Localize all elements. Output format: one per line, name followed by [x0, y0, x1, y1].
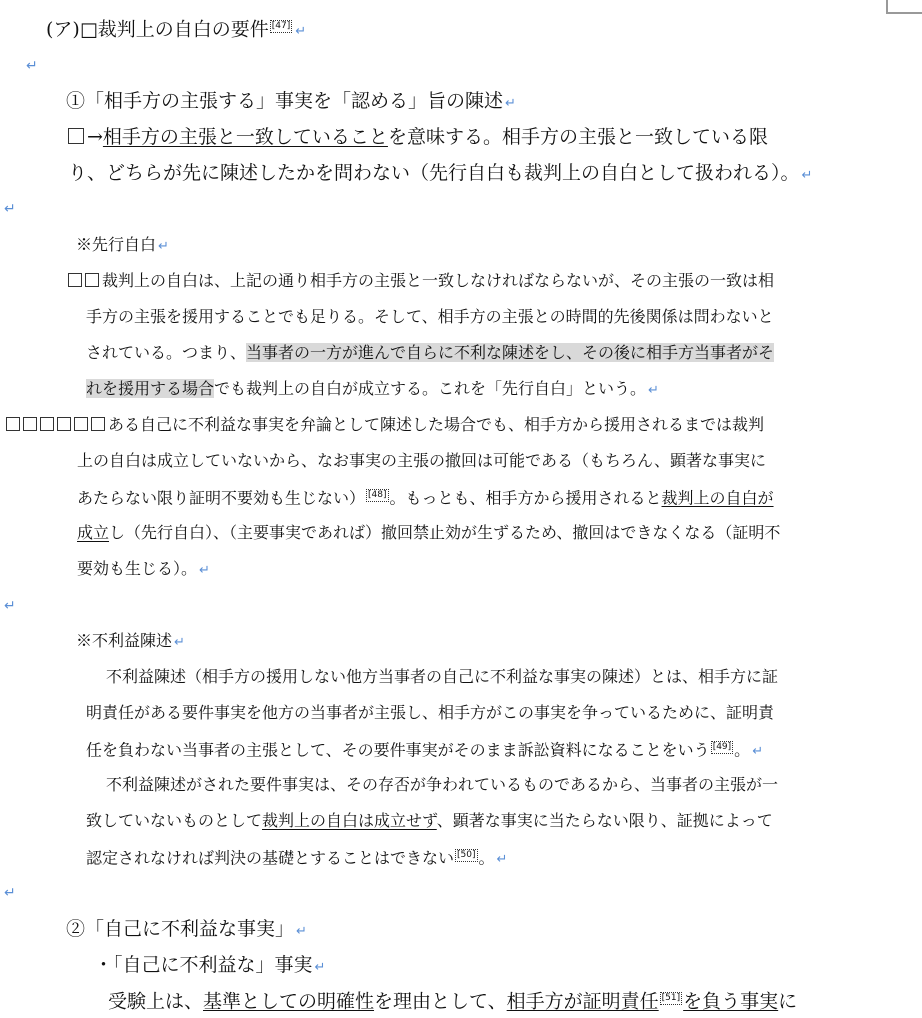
paragraph-mark: ↵ [801, 168, 813, 183]
furieki-p1-line1 [106, 669, 778, 685]
placeholder-box [91, 417, 105, 431]
paragraph-mark: ↵ [199, 563, 210, 578]
paragraph-mark: ↵ [752, 744, 764, 760]
furieki-title-text: ※不利益陳述 [76, 631, 173, 650]
senko-title-text: ※先行自白 [76, 235, 157, 254]
arrow-icon: → [87, 126, 103, 148]
retract-line2-text: 上の自白は成立していないから、なお事実の主張の撤回は可能である（もちろん、顕著な事実に [77, 451, 766, 470]
underlined-text: 成立 [77, 523, 110, 542]
paragraph-mark: ↵ [314, 960, 326, 975]
furieki-p2-line2-post: 、顕著な事実に当たらない限り、証拠によって [436, 811, 773, 830]
item2-subtitle [94, 956, 325, 975]
senko-line2-text: 手方の主張を援用することでも足りる。そして、相手方の主張との時間的先後関係は問わないと [86, 307, 774, 326]
item1-line2 [68, 164, 812, 183]
senko-line1 [68, 273, 774, 289]
footnote-ref-47[interactable]: [47] [271, 21, 291, 31]
placeholder-box [74, 417, 88, 431]
furieki-p2-line3 [86, 849, 507, 866]
retract-line3 [77, 489, 774, 506]
senko-line1-text: 裁判上の自白は、上記の通り相手方の主張と一致しなければならないが、その主張の一致は相 [102, 271, 775, 290]
senko-title [76, 237, 169, 253]
footnote-ref-50[interactable]: [50] [457, 850, 476, 860]
item1-line1-text: を意味する。相手方の主張と一致している限 [387, 126, 768, 148]
item2-body-mid: を理由として、 [374, 990, 507, 1013]
senko-line4-text: でも裁判上の自白が成立する。これを「先行自白」という。 [214, 379, 647, 398]
footnote-ref-49[interactable]: [49] [712, 742, 732, 752]
item1-line1 [68, 128, 768, 147]
placeholder-box [6, 417, 20, 431]
section-heading [46, 20, 306, 39]
placeholder-box [68, 273, 82, 287]
retract-line4-text: し（先行自白）、（主要事実であれば）撤回禁止効が生ずるため、撤回はできなくなる（証明不 [109, 523, 781, 542]
paragraph-mark: ↵ [26, 58, 38, 74]
retract-line5-text: 要効も生じる）。 [77, 559, 198, 578]
placeholder-box [68, 128, 84, 144]
paragraph-mark: ↵ [496, 852, 508, 868]
footnote-ref-51[interactable]: [51] [661, 993, 681, 1003]
placeholder-box [23, 417, 37, 431]
senko-line4 [86, 381, 659, 397]
period: 。 [478, 848, 495, 868]
furieki-p2-line2 [86, 813, 773, 829]
item2-body-post: に [778, 990, 798, 1013]
furieki-title [76, 633, 185, 649]
paragraph-mark: ↵ [648, 383, 659, 398]
paragraph-mark: ↵ [296, 924, 307, 939]
paragraph-mark: ↵ [4, 598, 16, 614]
item2-title-text: ②「自己に不利益な事実」 [66, 918, 295, 940]
placeholder-box [85, 273, 99, 287]
underlined-text: を負う事実 [683, 990, 779, 1013]
furieki-p1-line1-text: 不利益陳述（相手方の援用しない他方当事者の自己に不利益な事実の陳述）とは、相手方に証 [106, 667, 779, 686]
item1-title [66, 92, 516, 111]
furieki-p1-line3 [86, 741, 763, 758]
paragraph-mark: ↵ [174, 635, 185, 650]
furieki-p2-line2-text: 致していないものとして [86, 811, 263, 830]
senko-line3 [86, 345, 774, 361]
furieki-p1-line2 [86, 705, 774, 721]
item1-line2-text: り、どちらが先に陳述したかを問わない（先行自白も裁判上の自白として扱われる）。 [68, 162, 800, 184]
retract-line1 [6, 417, 764, 433]
heading-text: (ア)□裁判上の自白の要件 [46, 18, 269, 41]
furieki-p1-line2-text: 明責任がある要件事実を他方の当事者が主張し、相手方がこの事実を争っているために、証明責 [86, 703, 775, 722]
retract-line4 [77, 525, 780, 541]
retract-line3-text: あたらない限り証明不要効も生じない） [77, 488, 366, 508]
paragraph-mark: ↵ [505, 96, 516, 111]
senko-line3-text: されている。つまり、 [86, 343, 247, 362]
highlighted-text: 当事者の一方が進んで自らに不利な陳述をし、その後に相手方当事者がそ [246, 343, 775, 362]
underlined-text: 裁判上の自白は成立せず [262, 811, 437, 830]
paragraph-mark: ↵ [4, 201, 16, 217]
underlined-text: 基準としての明確性 [203, 990, 375, 1013]
underlined-text: 相手方の主張と一致していること [102, 126, 388, 148]
page-corner-mark [886, 0, 922, 14]
item2-subtitle-text: ・「自己に不利益な」事実 [94, 954, 313, 976]
underlined-text: 裁判上の自白が [661, 488, 774, 508]
highlighted-text: れを援用する場合 [86, 379, 215, 398]
retract-line5 [77, 561, 210, 577]
senko-line2 [86, 309, 774, 325]
item1-title-text: ①「相手方の主張する」事実を「認める」旨の陳述 [66, 90, 504, 112]
retract-line1-text: ある自己に不利益な事実を弁論として陳述した場合でも、相手方から援用されるまでは裁判 [108, 415, 765, 434]
paragraph-mark: ↵ [295, 24, 307, 40]
footnote-ref-48[interactable]: [48] [368, 490, 387, 500]
paragraph-mark: ↵ [158, 239, 169, 254]
item2-body-text: 受験上は、 [108, 990, 204, 1013]
paragraph-mark: ↵ [4, 885, 16, 901]
placeholder-box [57, 417, 71, 431]
retract-line2 [77, 453, 766, 469]
item2-body-line1 [108, 992, 797, 1011]
underlined-text: 相手方が証明責任 [506, 990, 659, 1013]
furieki-p2-line1 [106, 777, 778, 793]
period: 。 [734, 740, 751, 760]
furieki-p2-line3-text: 認定されなければ判決の基礎とすることはできない [86, 848, 455, 868]
furieki-p1-line3-text: 任を負わない当事者の主張として、その要件事実がそのまま訴訟資料になることをいう [86, 740, 710, 760]
item2-title [66, 920, 307, 939]
placeholder-box [40, 417, 54, 431]
furieki-p2-line1-text: 不利益陳述がされた要件事実は、その存否が争われているものであるから、当事者の主張が一 [106, 775, 779, 794]
retract-line3-mid: 。もっとも、相手方から援用されると [389, 488, 662, 508]
